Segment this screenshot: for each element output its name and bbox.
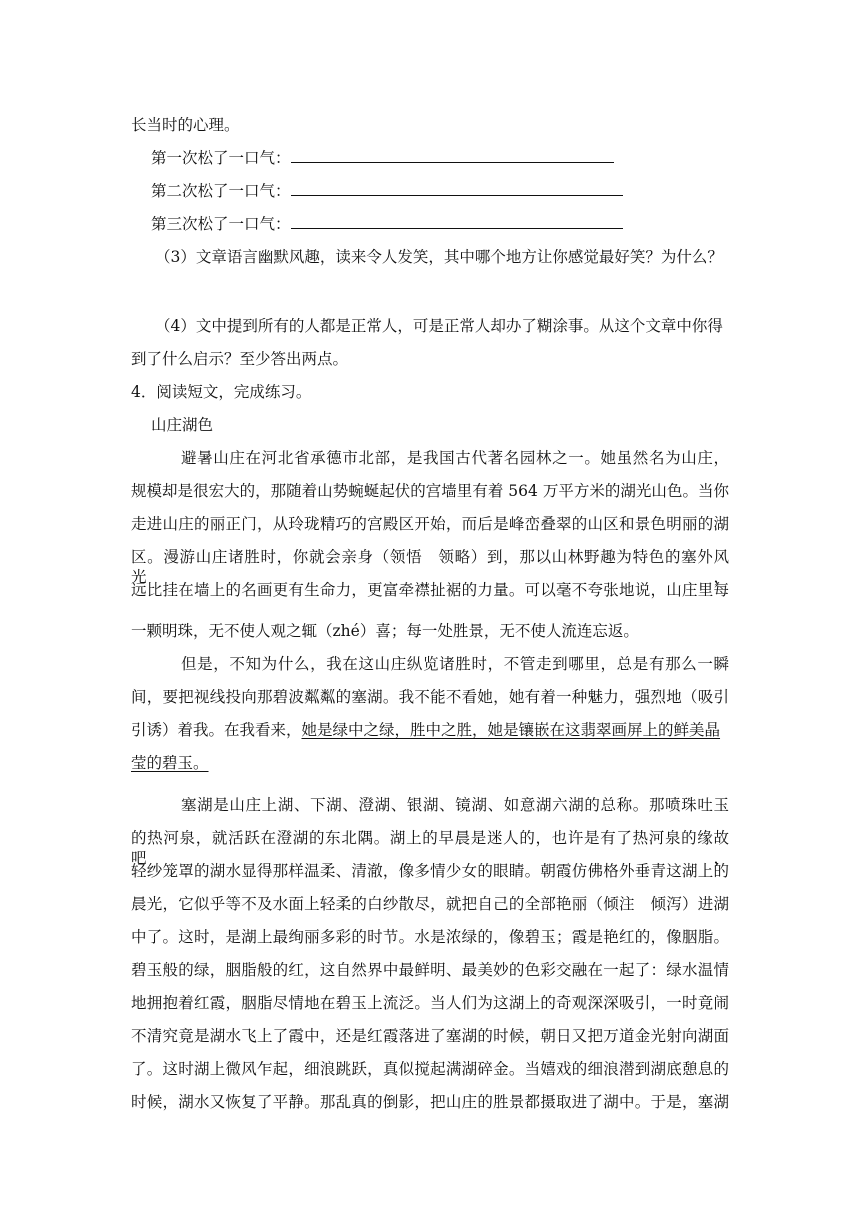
p1-line-5: 远比挂在墙上的名画更有生命力，更富牵襟扯裾的力量。可以毫不夸张地说，山庄里每 [131, 581, 729, 599]
p3-line-6: 碧玉般的绿，胭脂般的红，这自然界中最鲜明、最美妙的色彩交融在一起了：绿水温情 [131, 961, 729, 979]
p3-line-9: 了。这时湖上微风乍起，细浪跳跃，真似搅起满湖碎金。当嬉戏的细浪潜到湖底憩息的 [131, 1060, 729, 1078]
p2-underlined-sentence-a: 她是绿中之绿，胜中之胜，她是镶嵌在这翡翠画屏上的鲜美晶 [301, 721, 721, 739]
p1-line-3: 走进山庄的丽正门，从玲珑精巧的宫殿区开始，而后是峰峦叠翠的山区和景色明丽的湖 [131, 515, 729, 533]
p3-line-5: 中了。这时，是湖上最绚丽多彩的时节。水是浓绿的，像碧玉；霞是艳红的，像胭脂。 [131, 928, 729, 946]
p3-line-7: 地拥抱着红霞，胭脂尽情地在碧玉上流泛。当人们为这湖上的奇观深深吸引，一时竟闹 [131, 994, 729, 1012]
q2-item-2 [151, 181, 623, 201]
p2-line-1: 但是，不知为什么，我在这山庄纵览诸胜时，不管走到哪里，总是有那么一瞬 [181, 655, 729, 673]
p2-line-3-text: 引诱）着我。在我看来， [131, 721, 302, 739]
question-4-line-2: 到了什么启示？至少答出两点。 [131, 350, 349, 368]
p2-line-2: 间，要把视线投向那碧波粼粼的塞湖。我不能不看她，她有着一种魅力，强烈地（吸引 [131, 688, 729, 706]
q2-item-3-label: 第三次松了一口气： [151, 215, 291, 233]
p1-line-6: 一颗明珠，无不使人观之辄（zhé）喜；每一处胜景，无不使人流连忘返。 [131, 622, 639, 640]
p3-line-4: 晨光，它似乎等不及水面上轻柔的白纱散尽，就把自己的全部艳丽（倾注 倾泻）进湖 [131, 895, 729, 913]
p3-line-10: 时候，湖水又恢复了平静。那乱真的倒影，把山庄的胜景都摄取进了湖中。于是，塞湖 [131, 1093, 729, 1111]
p3-line-3: 轻纱笼罩的湖水显得那样温柔、清澈，像多情少女的眼睛。朝霞仿佛格外垂青这湖上的 [131, 862, 729, 880]
q2-item-2-answer-blank[interactable] [291, 181, 623, 196]
q2-item-2-label: 第二次松了一口气： [151, 182, 291, 200]
p1-line-4: 区。漫游山庄诸胜时，你就会亲身（领悟 领略）到，那以山林野趣为特色的塞外风光， [131, 548, 729, 586]
p3-line-2: 的热河泉，就活跃在澄湖的东北隅。湖上的早晨是迷人的，也许是有了热河泉的缘故吧， [131, 829, 729, 867]
p2-line-4 [131, 753, 209, 773]
section-4-heading: 4．阅读短文，完成练习。 [131, 383, 312, 401]
q2-item-3 [151, 214, 623, 234]
p3-line-8: 不清究竟是湖水飞上了霞中，还是红霞落进了塞湖的时候，朝日又把万道金光射向湖面 [131, 1027, 729, 1045]
p2-underlined-sentence-b: 莹的碧玉。 [131, 754, 209, 772]
q2-continuation: 长当时的心理。 [131, 116, 240, 134]
q2-item-3-answer-blank[interactable] [291, 214, 623, 229]
p1-line-1: 避暑山庄在河北省承德市北部，是我国古代著名园林之一。她虽然名为山庄， [181, 449, 729, 467]
q2-item-1-label: 第一次松了一口气： [151, 149, 291, 167]
article-title: 山庄湖色 [151, 416, 214, 434]
p1-line-2: 规模却是很宏大的，那随着山势蜿蜒起伏的宫墙里有着 564 万平方米的湖光山色。当你 [131, 482, 729, 500]
p3-line-1: 塞湖是山庄上湖、下湖、澄湖、银湖、镜湖、如意湖六湖的总称。那喷珠吐玉 [181, 796, 729, 814]
q2-item-1-answer-blank[interactable] [291, 148, 614, 163]
p2-line-3 [131, 720, 720, 740]
q2-item-1 [151, 148, 614, 168]
question-4-line-1: （4）文中提到所有的人都是正常人，可是正常人却办了糊涂事。从这个文章中你得 [155, 317, 723, 335]
question-3: （3）文章语言幽默风趣，读来令人发笑，其中哪个地方让你感觉最好笑？为什么？ [155, 248, 723, 266]
